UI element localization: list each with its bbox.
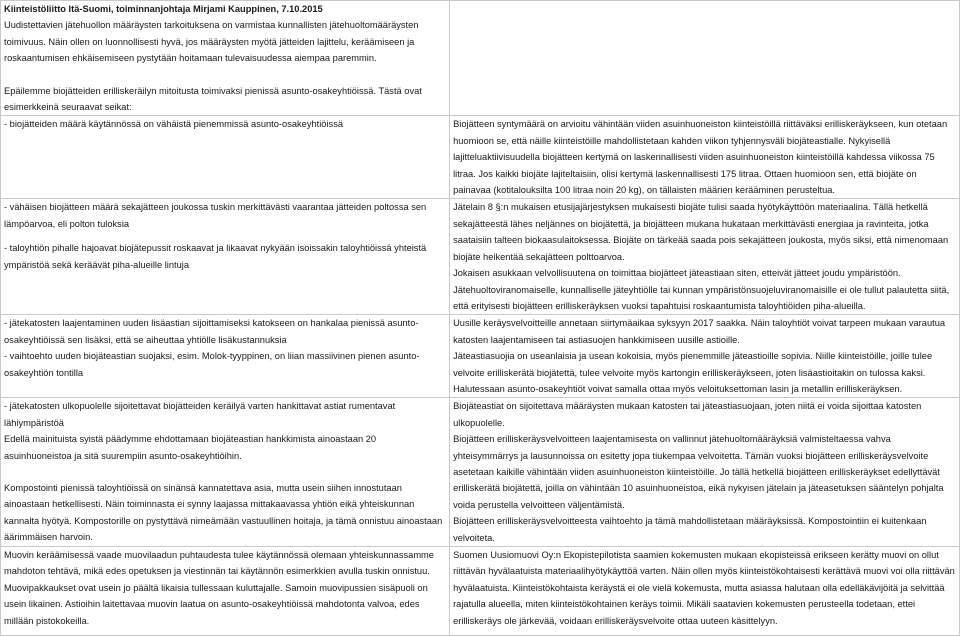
table-row — [1, 1, 960, 116]
document-title: Kiinteistöliitto Itä-Suomi, toiminnanjohtaja Mirjami Kauppinen, 7.10.2015 — [4, 4, 323, 14]
comment-text: - taloyhtiön pihalle hajoavat biojätepussit roskaavat ja likaavat nykyään isoissakin taloyhtiöissä yhteistä ympäristöä sekä keräävät piha-alueille lintuja — [4, 243, 427, 270]
table-row — [1, 116, 960, 199]
table-row — [1, 547, 960, 636]
response-cell — [450, 199, 960, 315]
comment-cell — [1, 315, 450, 398]
intro-empty-cell — [450, 1, 960, 116]
intro-paragraph: Uudistettavien jätehuollon määräysten tarkoituksena on varmistaa kunnallisten jätehuoltomääräysten toimivuus. Näin ollen on luonnollisesti hyvä, jos määräysten myötä jätteiden lajittelu, keräämiseen ja roskaantumisen ehkäisemiseen pystytään hoitamaan tulevaisuudessa aiempaa paremmin. — [4, 20, 419, 64]
comment-text: - jätekatosten laajentaminen uuden lisäastian sijoittamiseksi katokseen on hankalaa pienissä asunto-osakeyhtiöissä sen lisäksi, että se aiheuttaa yhtiölle lisäkustannuksia — [4, 318, 419, 345]
response-text: Biojätteen syntymäärä on arvioitu vähintään viiden asuinhuoneiston kiinteistöillä riittäväksi erilliskeräykseen, kun otetaan huomioon se, että näille kiinteistöille mahdollistetaan kahden viikon tyhjennysväli biojäteastialle. Nykyisellä lajitteluaktiivisuudella biojätteen kertymä on laskennallisesti viiden asuinhuoneiston kiinteistöillä kahdessa viikossa 75 litraa. Jos kaikki biojäte lajiteltaisiin, olisi kertymä laskennallisesti 175 litraa. Ottaen huomioon sen, että biojäte on painavaa (kotitalouksilta 100 litraa noin 20 kg), on tällaisten määrien kerääminen perusteltua. — [453, 119, 948, 196]
response-text: Jokaisen asukkaan velvollisuutena on toimittaa biojätteet jäteastiaan siten, etteivät jätteet joudu ympäristöön. Jätehuoltoviranomaiselle, kunnalliselle jäteyhtiölle tai kunnan ympäristönsuojeluviranomaisille ei ole tullut palautetta siitä, että erityisesti biojätteen erilliskeräyksen vuoksi tapahtuisi roskaantumista taloyhtiöiden piha-alueilla. — [453, 268, 950, 311]
table-row — [1, 398, 960, 547]
response-text: Jätelain 8 §:n mukaisen etusijajärjestyksen mukaisesti biojäte tulisi saada hyötykäyttöön materiaalina. Tällä hetkellä sekajätteestä lähes neljännes on biojätettä, ja biojätteen mukana hukataan merkittävästi energiaa ja ravinteita, jotka saataisiin talteen biokaasulaitoksessa. Biojäte on tärkeää saada pois sekajätteen joukosta, myös siksi, että nimenomaan biojäte heikentää sekajätteen polttoarvoa. — [453, 202, 949, 262]
response-cell — [450, 398, 960, 547]
table-row — [1, 315, 960, 398]
response-cell — [450, 116, 960, 199]
intro-cell — [1, 1, 450, 116]
comment-text: Muovin keräämisessä vaade muovilaadun puhtaudesta tulee käytännössä olemaan yhteiskunnassamme mahdoton tehtävä, mikä edes opetuksen ja viestinnän tai käytännön esimerkkien avulla tuskin onnistuu. Muovipakkaukset ovat usein jo päältä likaisia tullessaan kuluttajalle. Samoin muovipussien sisäpuoli on usein likainen. Astioihin laitettavaa muovin laatua on asunto-osakeyhtiöissä mahdotonta valvoa, edes millään pistokokeilla. — [4, 550, 434, 626]
response-text: Jäteastiasuojia on useanlaisia ja usean kokoisia, myös pienemmille jäteastioille sopivia. Niille kiinteistöille, joille tulee velvoite erilliskerätä biojätettä, tulee velvoite myös kartongin erilliskeräykseen, joten lisäastioitakin on tulossa kaksi. Halutessaan asunto-osakeyhtiöt voivat samalla ottaa myös veloituksettoman lasin ja metallin erilliskeräyksen. — [453, 351, 933, 394]
response-text: Uusille keräysvelvoitteille annetaan siirtymäaikaa syksyyn 2017 saakka. Näin taloyhtiöt voivat tarpeen mukaan varautua katosten laajentamiseen tai astiasuojen hankkimiseen uusille astioille. — [453, 318, 946, 345]
comment-text: - vähäisen biojätteen määrä sekajätteen joukossa tuskin merkittävästi vaarantaa jätteiden poltossa sen lämpöarvoa, eli polton tuloksia — [4, 202, 427, 229]
response-cell — [450, 547, 960, 636]
comment-cell — [1, 116, 450, 199]
comment-cell — [1, 547, 450, 636]
lead-paragraph: Epäilemme biojätteiden erilliskeräilyn mitoitusta toimivaksi pienissä asunto-osakeyhtiöissä. Tästä ovat esimerkkeinä seuraavat seikat: — [4, 85, 422, 113]
response-cell — [450, 315, 960, 398]
response-text: Biojätteen erilliskeräysvelvoitteesta vaihtoehto ja tämä mahdollistetaan määräyksissä. Kompostointiin ei kuitenkaan velvoiteta. — [453, 516, 927, 543]
comment-text: Kompostointi pienissä taloyhtiöissä on sinänsä kannatettava asia, mutta usein siihen innostutaan ainoastaan hetkellisesti. Näin toiminnasta ei synny laajassa mittakaavassa yhtiön eikä yhteiskunnan kannalta hyötyä. Kompostorille on pystyttävä nimeämään vastuullinen hoitaja, ja tämä onnistuu ainoastaan äärimmäisen harvoin. — [4, 482, 443, 543]
comment-text: - biojätteiden määrä käytännössä on vähäistä pienemmissä asunto-osakeyhtiöissä — [4, 119, 344, 130]
comment-text: Edellä mainituista syistä päädymme ehdottamaan biojäteastian hankkimista ainoastaan 20 asuinhuoneistoa ja sitä suurempiin asunto-osakeyhtiöihin. — [4, 434, 377, 461]
comment-cell — [1, 199, 450, 315]
comment-text: - jätekatosten ulkopuolelle sijoitettavat biojätteiden keräilyä varten hankittavat astiat rumentavat lähiympäristöä — [4, 401, 396, 428]
table-row — [1, 199, 960, 315]
comment-text: - vaihtoehto uuden biojäteastian suojaksi, esim. Molok-tyyppinen, on liian massiivinen pienen asunto-osakeyhtiön tontilla — [4, 351, 420, 378]
response-text: Biojätteen erilliskeräysvelvoitteen laajentamisesta on vallinnut jätehuoltomääräyksiä valmisteltaessa vahva yhteisymmärrys ja lausunnoissa on esitetty jopa tiukempaa velvoitetta. Tämän vuoksi biojätteen erilliskeräysvelvoite asetetaan kaikille vähintään viiden asuinhuoneiston kiinteistöille. Jo tällä hetkellä biojätteen erilliskeräykset edellyttävät erilliskerätä biojätettä, joilla on vähintään 10 asuinhuoneistoa, eikä nykyisen jätelain ja jäteasetuksen sääntelyn pohjalta voida perustella velvoitteen väljentämistä. — [453, 434, 944, 510]
response-text: Biojäteastiat on sijoitettava määräysten mukaan katosten tai jäteastiasuojaan, joten niitä ei voida sijoittaa katosten ulkopuolelle. — [453, 401, 922, 428]
response-text: Suomen Uusiomuovi Oy:n Ekopistepilotista saamien kokemusten mukaan ekopisteissä erikseen kerätty muovi on ollut riittävän hyvälaatuista materiaalihyötykäyttöä varten. Näin ollen myös kiinteistökohtaisesti kerättävä muovi voi olla riittävän hyvälaatuista. Kiinteistökohtaista keräystä ei ole vielä kokemusta, mutta asiassa halutaan olla edelläkävijöitä ja selvittää rajatulla alueella, miten kiinteistökohtainen keräys toimii. Mikäli saatavien kokemusten perusteella todetaan, ettei erilliskeräys ole järkevää, voidaan erilliskeräysvelvoite ottaa uuteen käsittelyyn. — [453, 550, 955, 626]
comment-cell — [1, 398, 450, 547]
